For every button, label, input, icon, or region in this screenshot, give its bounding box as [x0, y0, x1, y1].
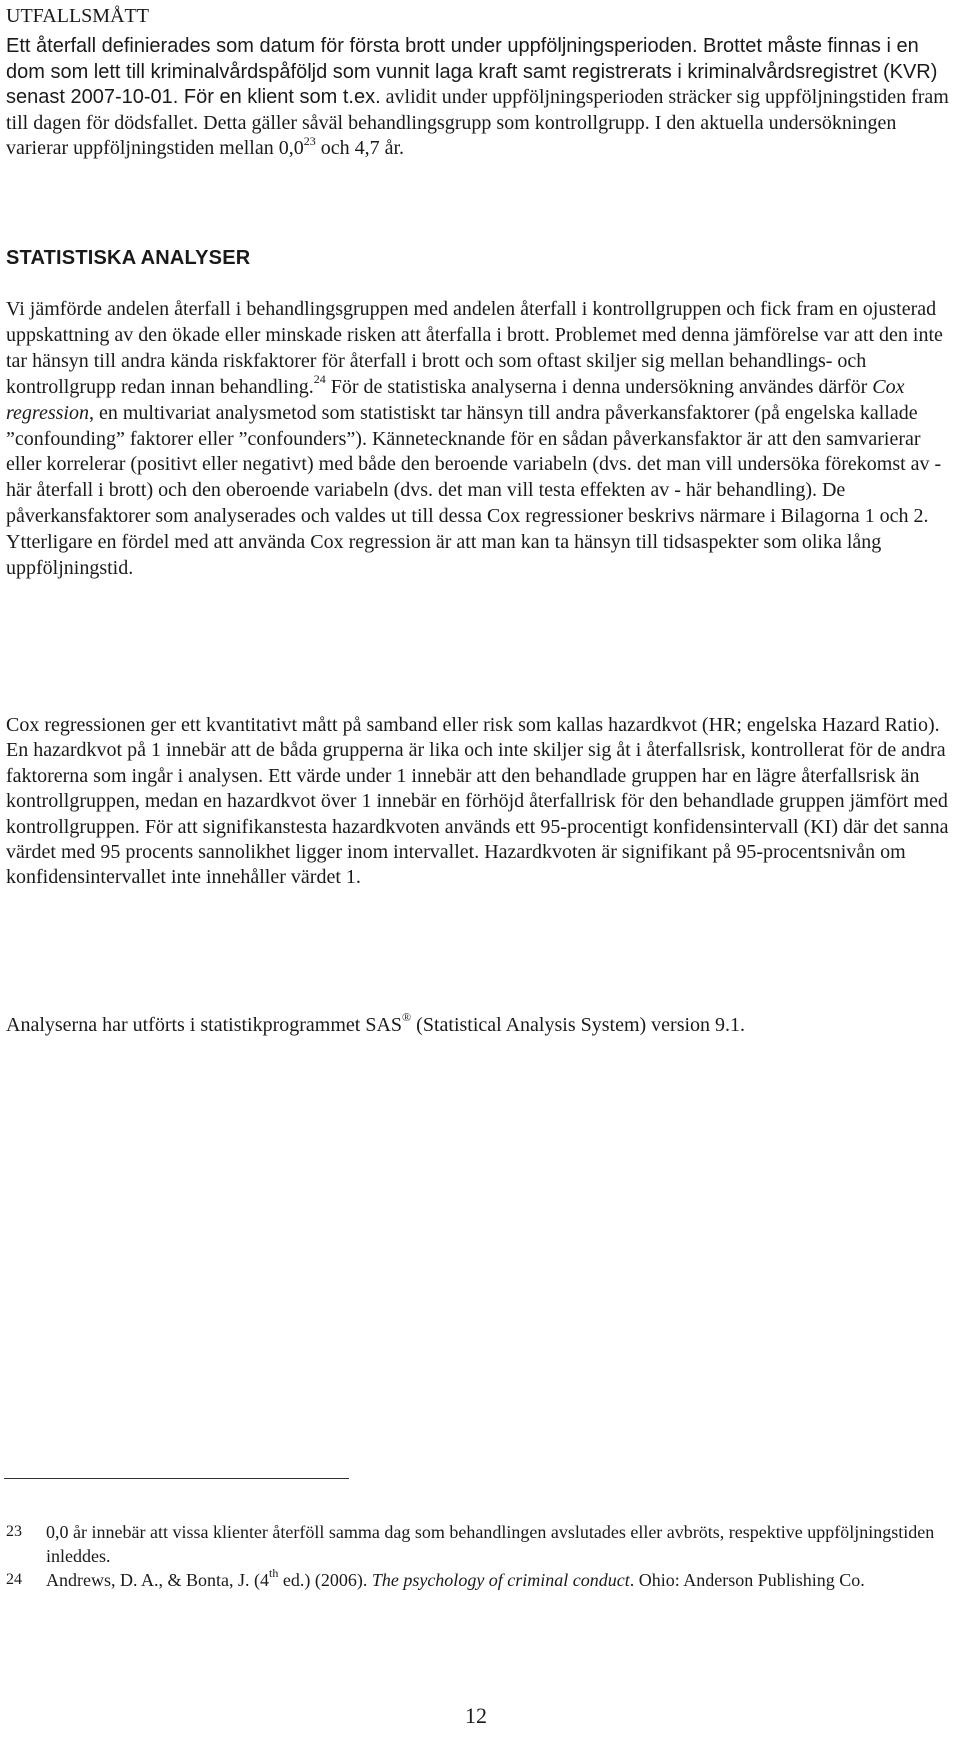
section1-paragraph — [6, 34, 956, 162]
section2-paragraph-1 — [6, 297, 956, 582]
footnote-ref-23[interactable]: 23 — [303, 133, 316, 148]
fn24-text-b: ed.) (2006). — [278, 1570, 372, 1590]
footnote-number: 24 — [6, 1571, 22, 1588]
section-title-utfallsmatt: UTFALLSMÅTT — [6, 5, 149, 27]
p3-text-a: Analyserna har utförts i statistikprogrammet SAS — [6, 1014, 403, 1036]
section1-text-serif: avlidit under uppföljningsperioden sträcker sig uppföljningstiden fram till dagen för dödsfallet. Detta gäller såväl behandlingsgrupp som kontrollgrupp. I den aktuella undersökningen varierar uppföljningstiden mellan 0,0 — [6, 86, 949, 160]
section2-paragraph-2: Cox regressionen ger ett kvantitativt mått på samband eller risk som kallas hazardkvot (HR; engelska Hazard Ratio). En hazardkvot på 1 innebär att de båda grupperna är lika och inte skiljer sig åt i återfallsrisk, kontrollerat för de andra faktorerna som ingår i analysen. Ett värde under 1 innebär att den behandlade gruppen har en lägre återfallsrisk än kontrollgruppen, medan en hazardkvot över 1 innebär en förhöjd återfallrisk för den behandlade gruppen jämfört med kontrollgruppen. För att signifikanstesta hazardkvoten används ett 95-procentigt konfidensintervall (KI) där det sanna värdet med 95 procents sannolikhet ligger inom intervallet. Hazardkvoten är signifikant på 95-procentsnivån om konfidensintervallet inte innehåller värdet 1. — [6, 714, 949, 889]
footnote-number: 23 — [6, 1523, 22, 1540]
footnote-ref-24[interactable]: 24 — [313, 372, 326, 387]
page-number: 12 — [465, 1703, 487, 1728]
section1-text-end: och 4,7 år. — [315, 137, 405, 160]
footnote-23 — [6, 1520, 956, 1568]
footnote-24 — [6, 1568, 956, 1592]
p1-text-b: För de statistiska analyserna i denna undersökning användes därför — [325, 375, 873, 398]
fn24-text-a: Andrews, D. A., & Bonta, J. (4 — [46, 1570, 269, 1590]
footnote-text: 0,0 år innebär att vissa klienter återföll samma dag som behandlingen avslutades eller avbröts, respektive uppföljningstiden inleddes. — [46, 1522, 935, 1566]
footnote-divider — [4, 1478, 349, 1479]
p1-text-c: , en multivariat analysmetod som statistiskt tar hänsyn till andra påverkansfaktorer (på engelska kallade ”confounding” faktorer eller ”confounders”). Kännetecknande för en sådan påverkansfaktor är att den samvarierar eller korrelerar (positivt eller negativt) med både den beroende variabeln (dvs. det man vill undersöka förekomst av - här återfall i brott) och den oberoende variabeln (dvs. det man vill testa effekten av - här behandling). De påverkansfaktorer som analyserades och valdes ut till dessa Cox regressioner beskrivs närmare i Bilagorna 1 och 2. Ytterligare en fördel med att använda Cox regression är att man kan ta hänsyn till tidsaspekter som olika lång uppföljningstid. — [6, 401, 942, 580]
fn24-book-title: The psychology of criminal conduct — [371, 1570, 630, 1590]
p1-text-a: Vi jämförde andelen återfall i behandlingsgruppen med andelen återfall i kontrollgruppen och fick fram en ojusterad uppskattning av den ökade eller minskade risken att återfalla i brott. Problemet med denna jämförelse var att den inte tar hänsyn till andra kända riskfaktorer för återfall i brott och som oftast skiljer sig mellan behandlings- och kontrollgrupp redan innan behandling. — [6, 298, 943, 398]
fn24-text-c: . Ohio: Anderson Publishing Co. — [629, 1570, 865, 1590]
footnotes — [6, 1520, 956, 1592]
fn24-superscript: th — [269, 1566, 279, 1580]
footnote-text — [46, 1568, 956, 1592]
registered-mark: ® — [402, 1010, 412, 1025]
p1-italic-cox-regression: Cox regression — [6, 375, 905, 424]
section1-text-sans: Ett återfall definierades som datum för första brott under uppföljningsperioden. Brottet måste finnas i en dom som lett till kriminalvårdspåföljd som vunnit laga kraft samt registrerats i kriminalvårdsregistret (KVR) senast 2007-10-01. För en klient som t.ex. — [6, 35, 938, 109]
section-heading-statistiska-analyser: STATISTISKA ANALYSER — [6, 247, 251, 269]
p3-text-b: (Statistical Analysis System) version 9.1. — [411, 1014, 746, 1036]
section2-paragraph-3 — [6, 1010, 956, 1038]
